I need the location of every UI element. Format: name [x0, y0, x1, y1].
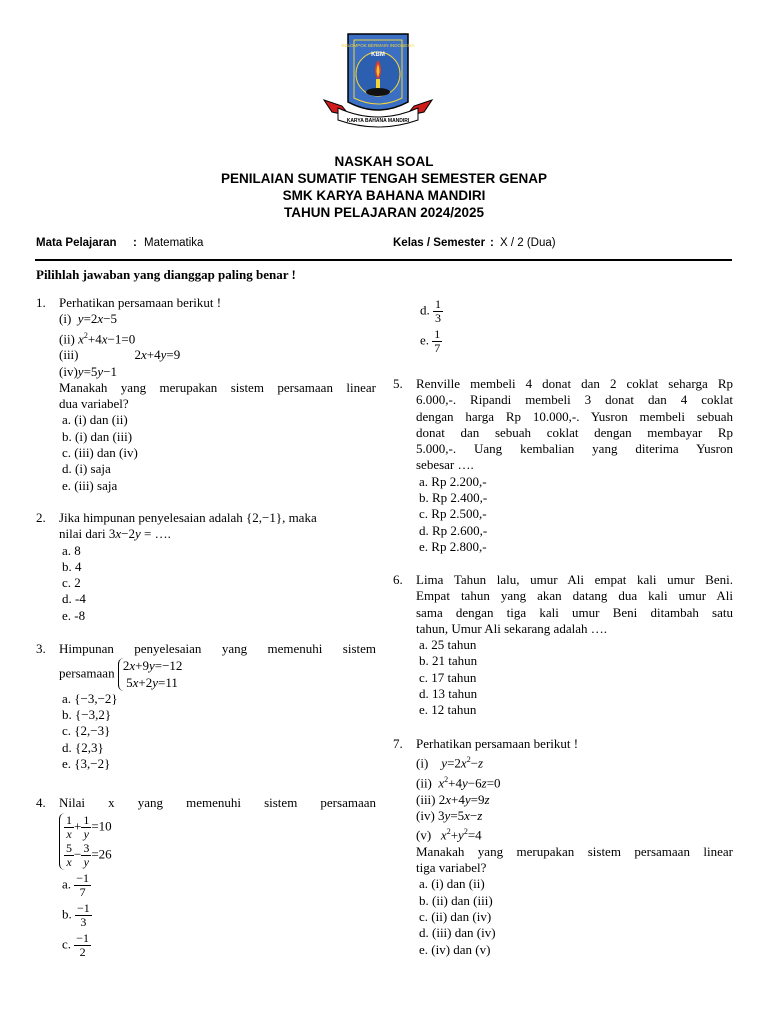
answer-option[interactable]: d. Rp 2.600,- — [419, 522, 488, 538]
equation-item: (iv)y=5y−1 — [59, 363, 118, 379]
answer-option[interactable]: c. Rp 2.500,- — [419, 506, 487, 522]
answer-option[interactable]: b. $\frac{-1}{3}$ — [62, 901, 90, 930]
instruction: Pilihlah jawaban yang dianggap paling benar ! — [36, 267, 296, 282]
question-text: sebesar …. — [416, 457, 474, 473]
exam-name: PENILAIAN SUMATIF TENGAH SEMESTER GENAP — [220, 171, 548, 186]
question-text: Jika himpunan penyelesaian adalah {2,−1}, maka — [59, 510, 317, 525]
question-text: tahun, Umur Ali sekarang adalah …. — [416, 620, 607, 636]
answer-option[interactable]: d. (i) saja — [62, 461, 111, 477]
header-divider — [35, 259, 732, 261]
question-number: 2. — [36, 510, 46, 525]
equation-system: $\frac{1}{x}$ + $\frac{1}{y}$ =10 $\frac{5}{x}$ − $\frac{3}{y}$ =26 — [59, 813, 112, 870]
question-number: 5. — [393, 376, 403, 391]
answer-option[interactable]: a. {−3,−2} — [62, 690, 118, 706]
answer-option[interactable]: a. (i) dan (ii) — [419, 876, 485, 892]
equation-item: (v) $x^2+y^2=4$ — [416, 827, 482, 843]
answer-option[interactable]: e. -8 — [62, 607, 86, 623]
answer-option[interactable]: e. Rp 2.800,- — [419, 538, 487, 554]
question-number: 7. — [393, 736, 403, 751]
question-text: sama dengan tiga kali umur Beni ditambah satu — [416, 604, 733, 620]
answer-option[interactable]: a. $\frac{-1}{7}$ — [62, 871, 90, 900]
answer-option[interactable]: b. (ii) dan (iii) — [419, 892, 493, 908]
question-text: dua variabel? — [59, 396, 129, 412]
class-colon: : — [490, 237, 494, 249]
question-text: Renville membeli 4 donat dan 2 coklat seharga Rp — [416, 376, 733, 391]
subject-value: Matematika — [144, 237, 204, 249]
school-logo — [320, 30, 436, 136]
question-4-continued — [420, 298, 520, 355]
answer-option[interactable]: c. 2 — [62, 575, 81, 591]
question-text: Himpunan penyelesaian yang memenuhi sistem — [59, 641, 376, 656]
answer-option[interactable]: a. 25 tahun — [419, 637, 477, 653]
question-text: Nilai x yang memenuhi sistem persamaan — [59, 795, 376, 810]
answer-option[interactable]: a. Rp 2.200,- — [419, 473, 487, 489]
answer-option[interactable]: e. {3,−2} — [62, 756, 111, 772]
question-text: persamaan 2x+9y=−12 5x+2y=11 — [59, 658, 183, 690]
question-text: Manakah yang merupakan sistem persamaan linear — [59, 379, 376, 395]
equation-system: 2x+9y=−12 5x+2y=11 — [118, 658, 183, 691]
answer-option[interactable]: e. (iii) saja — [62, 477, 118, 493]
answer-option[interactable]: b. Rp 2.400,- — [419, 490, 488, 506]
answer-option[interactable]: d. (iii) dan (iv) — [419, 925, 496, 941]
equation-item: (iii) 2x+4y=9 — [59, 347, 181, 363]
question-text: nilai dari 3x−2y = …. — [59, 526, 171, 542]
school-name: SMK KARYA BAHANA MANDIRI — [282, 188, 486, 203]
academic-year: TAHUN PELAJARAN 2024/2025 — [283, 205, 485, 220]
subject-colon: : — [133, 237, 137, 249]
answer-option[interactable]: c. $\frac{-1}{2}$ — [62, 931, 90, 960]
answer-option[interactable]: b. 21 tahun — [419, 653, 478, 669]
answer-option[interactable]: d. {2,3} — [62, 739, 104, 755]
answer-option[interactable]: d. -4 — [62, 591, 86, 607]
question-number: 4. — [36, 795, 46, 810]
answer-option[interactable]: b. 4 — [62, 558, 82, 574]
answer-option[interactable]: b. (i) dan (iii) — [62, 428, 133, 444]
question-number: 3. — [36, 641, 46, 656]
answer-option[interactable]: c. {2,−3} — [62, 723, 111, 739]
equation-item: (ii) $x^2+4y-6z=0$ — [416, 774, 501, 791]
answer-option[interactable]: a. 8 — [62, 542, 81, 558]
question-text: Lima Tahun lalu, umur Ali empat kali umur Beni. — [416, 572, 733, 587]
answer-option[interactable]: e. $\frac{1}{7}$ — [420, 327, 441, 355]
equation-item: (iii) 2x+4y=9z — [416, 791, 490, 807]
question-text: tiga variabel? — [416, 860, 487, 876]
logo-top-text: KELOMPOK BERMAIN INDONESIA — [341, 43, 415, 48]
subject-label: Mata Pelajaran — [36, 237, 117, 249]
equation-item: (i) $y=2x^2-z$ — [416, 755, 484, 771]
question-number: 1. — [36, 295, 46, 310]
answer-option[interactable]: e. (iv) dan (v) — [419, 941, 491, 957]
class-value: X / 2 (Dua) — [500, 237, 556, 249]
equation-item: (iv) 3y=5x−z — [416, 807, 483, 823]
answer-option[interactable]: d. 13 tahun — [419, 686, 478, 702]
answer-option[interactable]: d. $\frac{1}{3}$ — [420, 297, 441, 325]
question-number: 6. — [393, 572, 403, 587]
equation-item: (ii) $x^2+4x-1=0$ — [59, 330, 136, 346]
question-text: dengan harga Rp 10.000,-. Yusron membeli sebuah — [416, 408, 733, 424]
question-text: donat dan sebuah coklat dengan membayar Rp — [416, 424, 733, 440]
question-intro: Perhatikan persamaan berikut ! — [59, 295, 222, 310]
question-text: 5.000,-. Uang kembalian yang diterima Yusron — [416, 441, 733, 457]
answer-option[interactable]: e. 12 tahun — [419, 702, 477, 718]
answer-option[interactable]: c. (iii) dan (iv) — [62, 445, 138, 460]
answer-option[interactable]: c. (ii) dan (iv) — [419, 908, 492, 924]
answer-option[interactable]: c. 17 tahun — [419, 669, 477, 685]
class-label: Kelas / Semester — [393, 237, 486, 249]
answer-option[interactable]: b. {−3,2} — [62, 707, 112, 723]
logo-center-text: KBM — [371, 52, 385, 58]
answer-option[interactable]: a. (i) dan (ii) — [62, 412, 128, 428]
question-text: Manakah yang merupakan sistem persamaan linear — [416, 843, 733, 859]
question-intro: Perhatikan persamaan berikut ! — [416, 736, 579, 751]
question-text: Empat tahun yang akan datang dua kali umur Ali — [416, 588, 733, 604]
question-text: 6.000,-. Ripandi membeli 3 donat dan 4 coklat — [416, 392, 733, 408]
doc-title: NASKAH SOAL — [334, 154, 434, 169]
logo-banner-text: KARYA BAHANA MANDIRI — [346, 118, 410, 124]
equation-item: (i) y=2x−5 — [59, 311, 118, 327]
